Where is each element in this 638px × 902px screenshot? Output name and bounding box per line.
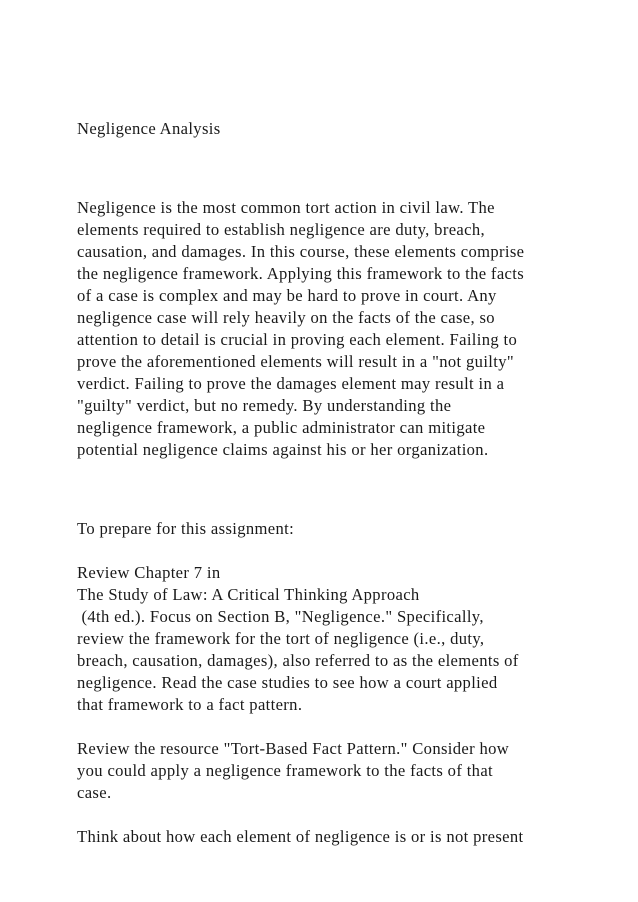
intro-line: attention to detail is crucial in proving each element. Failing to [77, 330, 518, 349]
review-chapter-line: negligence. Read the case studies to see how a court applied [77, 673, 498, 692]
review-chapter-line: (4th ed.). Focus on Section B, "Negligence." Specifically, [77, 607, 484, 626]
review-resource-line: Review the resource "Tort-Based Fact Pattern." Consider how [77, 739, 510, 758]
intro-line: elements required to establish negligence are duty, breach, [77, 220, 485, 239]
intro-line: "guilty" verdict, but no remedy. By understanding the [77, 396, 452, 415]
intro-line: causation, and damages. In this course, these elements comprise [77, 242, 525, 261]
intro-line: Negligence is the most common tort action in civil law. The [77, 198, 495, 217]
review-chapter-line: breach, causation, damages), also referred to as the elements of [77, 651, 519, 670]
think-about-line: Think about how each element of negligence is or is not present [77, 827, 524, 846]
intro-line: potential negligence claims against his or her organization. [77, 440, 489, 459]
intro-line: verdict. Failing to prove the damages element may result in a [77, 374, 505, 393]
review-chapter-line: review the framework for the tort of negligence (i.e., duty, [77, 629, 485, 648]
review-resource-line: case. [77, 783, 112, 802]
intro-line: the negligence framework. Applying this framework to the facts [77, 264, 525, 283]
review-chapter-line: The Study of Law: A Critical Thinking Approach [77, 585, 420, 604]
review-resource-line: you could apply a negligence framework to the facts of that [77, 761, 493, 780]
review-chapter-line: Review Chapter 7 in [77, 563, 221, 582]
prepare-heading: To prepare for this assignment: [77, 519, 295, 538]
intro-line: prove the aforementioned elements will result in a "not guilty" [77, 352, 514, 371]
intro-line: of a case is complex and may be hard to prove in court. Any [77, 286, 497, 305]
review-chapter-line: that framework to a fact pattern. [77, 695, 303, 714]
intro-line: negligence framework, a public administrator can mitigate [77, 418, 486, 437]
document-title: Negligence Analysis [77, 119, 221, 138]
intro-line: negligence case will rely heavily on the facts of the case, so [77, 308, 495, 327]
